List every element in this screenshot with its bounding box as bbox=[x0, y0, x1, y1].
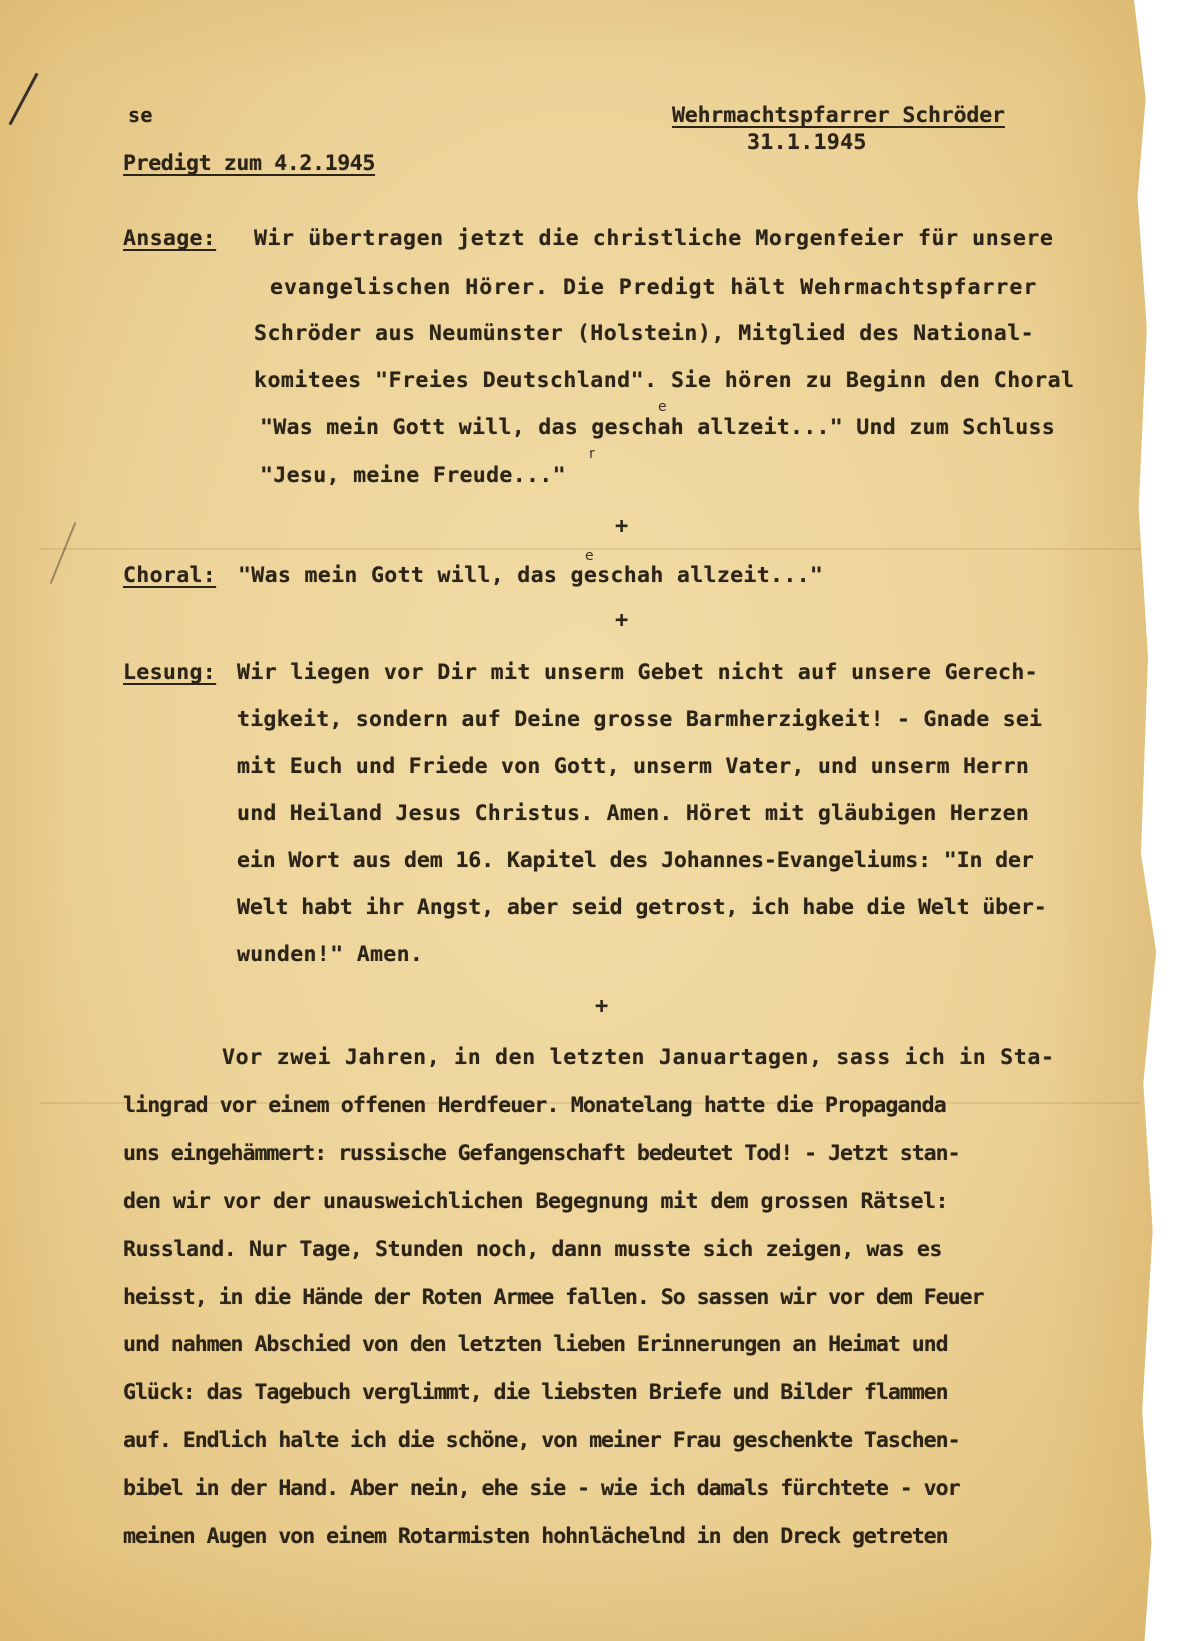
body-line: meinen Augen von einem Rotarmisten hohnlächelnd in den Dreck getreten bbox=[123, 1524, 948, 1549]
lesung-line: Welt habt ihr Angst, aber seid getrost, ich habe die Welt über- bbox=[237, 895, 1047, 920]
lesung-line: ein Wort aus dem 16. Kapitel des Johannes-Evangeliums: "In der bbox=[237, 848, 1034, 873]
ansage-line: "Jesu, meine Freude..." bbox=[260, 463, 566, 488]
document-initials: se bbox=[128, 103, 153, 127]
lesung-label: Lesung: bbox=[123, 660, 217, 685]
body-line: auf. Endlich halte ich die schöne, von meiner Frau geschenkte Taschen- bbox=[123, 1428, 960, 1453]
lesung-line: mit Euch und Friede von Gott, unserm Vater, und unserm Herrn bbox=[237, 754, 1030, 779]
body-line: lingrad vor einem offenen Herdfeuer. Monatelang hatte die Propaganda bbox=[123, 1093, 946, 1118]
ansage-label: Ansage: bbox=[123, 226, 217, 251]
ansage-line: Schröder aus Neumünster (Holstein), Mitglied des National- bbox=[254, 321, 1035, 346]
body-line: den wir vor der unausweichlichen Begegnung mit dem grossen Rätsel: bbox=[123, 1189, 949, 1214]
lesung-line: und Heiland Jesus Christus. Amen. Höret mit gläubigen Herzen bbox=[237, 801, 1030, 826]
section-separator: + bbox=[615, 514, 629, 539]
author-name: Wehrmachtspfarrer Schröder bbox=[672, 103, 1005, 128]
document-date: 31.1.1945 bbox=[747, 130, 867, 155]
ansage-line: Wir übertragen jetzt die christliche Morgenfeier für unsere bbox=[254, 226, 1054, 251]
choral-label: Choral: bbox=[123, 563, 217, 588]
choral-text: "Was mein Gott will, das geschah allzeit..." bbox=[238, 563, 824, 588]
body-line: Russland. Nur Tage, Stunden noch, dann musste sich zeigen, was es bbox=[123, 1237, 943, 1262]
body-line: uns eingehämmert: russische Gefangenschaft bedeutet Tod! - Jetzt stan- bbox=[123, 1141, 960, 1166]
ansage-line: evangelischen Hörer. Die Predigt hält Wehrmachtspfarrer bbox=[270, 275, 1038, 300]
body-line: heisst, in die Hände der Roten Armee fallen. So sassen wir vor dem Feuer bbox=[123, 1285, 984, 1310]
lesung-line: Wir liegen vor Dir mit unserm Gebet nicht auf unsere Gerech- bbox=[237, 660, 1039, 685]
ansage-line: "Was mein Gott will, das geschah allzeit..." Und zum Schluss bbox=[260, 415, 1056, 440]
body-line: und nahmen Abschied von den letzten lieben Erinnerungen an Heimat und bbox=[123, 1332, 948, 1357]
section-separator: + bbox=[615, 608, 629, 633]
body-line: Glück: das Tagebuch verglimmt, die liebsten Briefe und Bilder flammen bbox=[123, 1380, 948, 1405]
section-separator: + bbox=[595, 994, 609, 1019]
body-line: bibel in der Hand. Aber nein, ehe sie - wie ich damals fürchtete - vor bbox=[123, 1476, 960, 1501]
ansage-line: komitees "Freies Deutschland". Sie hören zu Beginn den Choral bbox=[254, 368, 1075, 393]
lesung-line: wunden!" Amen. bbox=[237, 942, 424, 967]
body-line: Vor zwei Jahren, in den letzten Januartagen, sass ich in Sta- bbox=[222, 1045, 1055, 1070]
handwritten-correction-mark: e bbox=[585, 548, 594, 564]
lesung-line: tigkeit, sondern auf Deine grosse Barmherzigkeit! - Gnade sei bbox=[237, 707, 1043, 732]
document-title: Predigt zum 4.2.1945 bbox=[123, 151, 376, 176]
handwritten-correction-mark: r bbox=[589, 446, 595, 462]
handwritten-correction-mark: e bbox=[658, 399, 667, 415]
